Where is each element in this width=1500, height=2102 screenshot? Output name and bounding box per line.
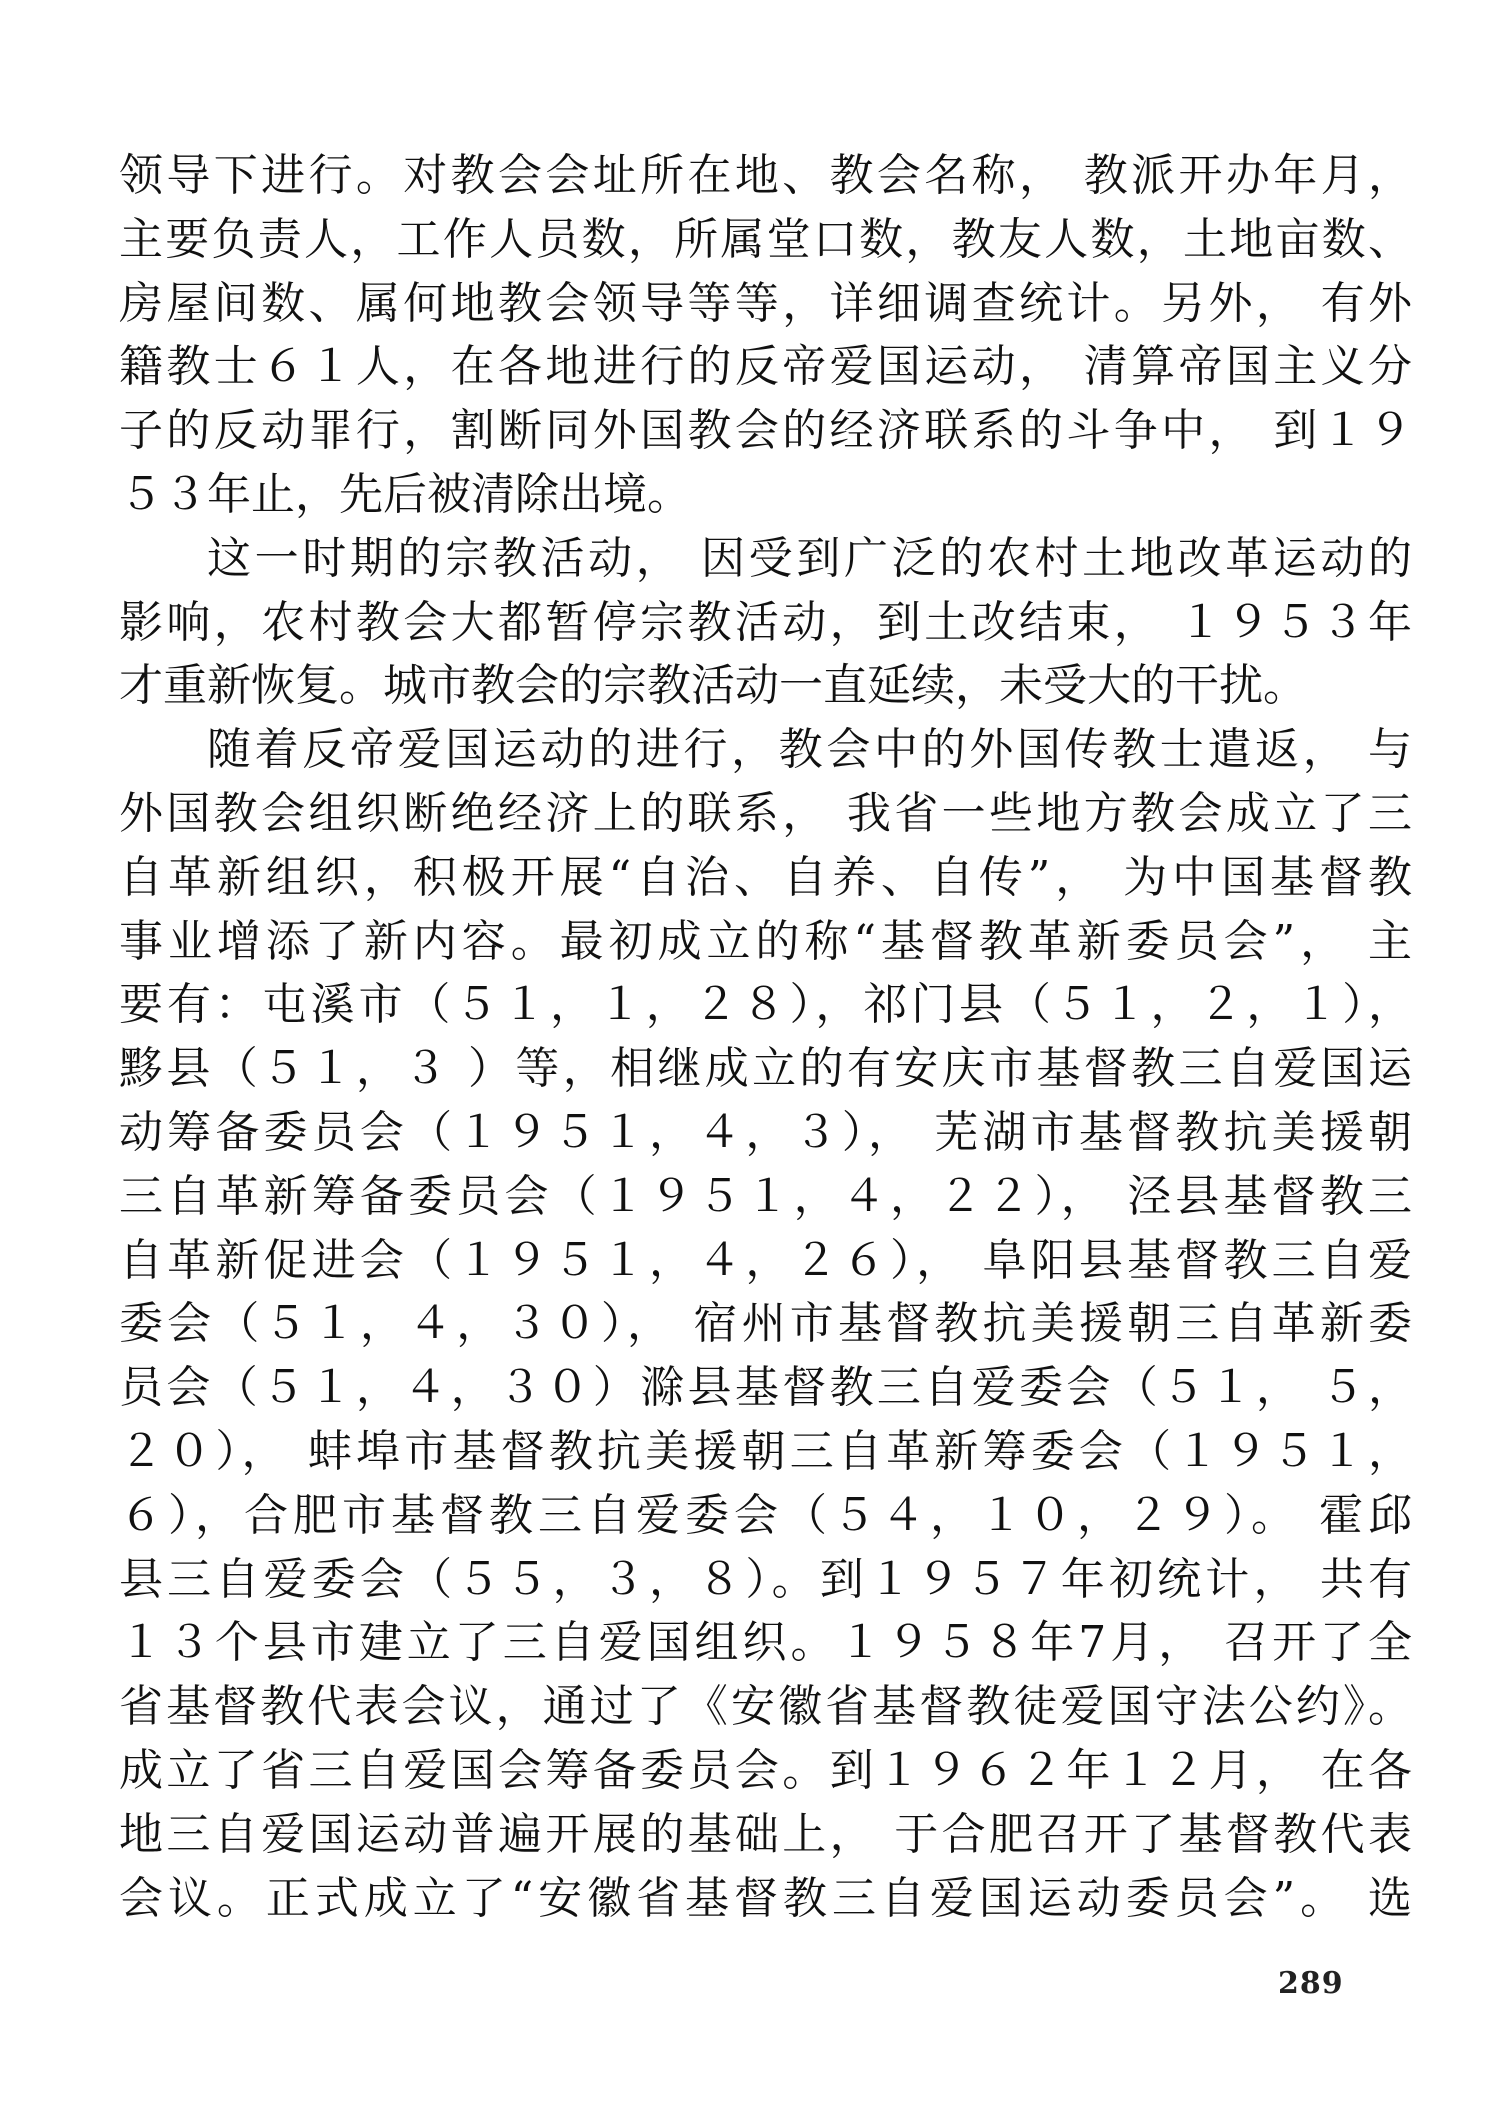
text-line: 要有：屯溪市（５１，１，２８），祁门县（５１，２，１）， <box>119 979 1412 1031</box>
page-number: 289 <box>1278 1966 1344 2001</box>
text-line: 外国教会组织断绝经济上的联系， 我省一些地方教会成立了三 <box>119 787 1412 839</box>
paragraph-religious-activity <box>119 527 1412 718</box>
text-line: 地三自爱国运动普遍开展的基础上， 于合肥召开了基督教代表 <box>119 1808 1412 1860</box>
text-line: 主要负责人，工作人员数，所属堂口数，教友人数，土地亩数、 <box>119 213 1412 265</box>
text-line: 省基督教代表会议，通过了《安徽省基督教徒爱国守法公约》。 <box>119 1681 1412 1733</box>
text-line: 委会（５１，４，３０）， 宿州市基督教抗美援朝三自革新委 <box>119 1298 1412 1350</box>
text-line: 这一时期的宗教活动， 因受到广泛的农村土地改革运动的 <box>207 532 1412 584</box>
text-line: 员会（５１，４，３０）滁县基督教三自爱委会（５１， ５， <box>119 1362 1412 1414</box>
text-line: 随着反帝爱国运动的进行，教会中的外国传教士遣返， 与 <box>207 724 1412 776</box>
text-line: 自革新促进会（１９５１，４，２６）， 阜阳县基督教三自爱 <box>119 1234 1412 1286</box>
text-line: 房屋间数、属何地教会领导等等，详细调查统计。另外， 有外 <box>119 277 1412 329</box>
paragraph-three-self-movement <box>119 718 1412 1930</box>
text-line: 子的反动罪行，割断同外国教会的经济联系的斗争中， 到１９ <box>119 405 1412 457</box>
text-line: 籍教士６１人，在各地进行的反帝爱国运动， 清算帝国主义分 <box>119 341 1412 393</box>
text-line: ６），合肥市基督教三自爱委会（５４，１０，２９）。 霍邱 <box>119 1489 1412 1541</box>
text-line: 黟县（５１，３ ）等，相继成立的有安庆市基督教三自爱国运 <box>119 1043 1412 1095</box>
text-line: ２０）， 蚌埠市基督教抗美援朝三自革新筹委会（１９５１， <box>119 1425 1412 1477</box>
paragraph-continued <box>119 144 1412 527</box>
text-line: 会议。正式成立了“安徽省基督教三自爱国运动委员会”。 选 <box>119 1872 1412 1924</box>
page-body <box>119 144 1412 1930</box>
text-line: 才重新恢复。城市教会的宗教活动一直延续，未受大的干扰。 <box>119 660 1307 712</box>
text-line: 自革新组织，积极开展“自治、自养、自传”， 为中国基督教 <box>119 851 1412 903</box>
text-line: １３个县市建立了三自爱国组织。１９５８年7月， 召开了全 <box>119 1617 1412 1669</box>
text-line: 县三自爱委会（５５，３，８）。到１９５７年初统计， 共有 <box>119 1553 1412 1605</box>
text-line: 事业增添了新内容。最初成立的称“基督教革新委员会”， 主 <box>119 915 1412 967</box>
text-line: 动筹备委员会（１９５１，４，３）， 芜湖市基督教抗美援朝 <box>119 1106 1412 1158</box>
text-line: 领导下进行。对教会会址所在地、教会名称， 教派开办年月， <box>119 150 1412 201</box>
text-line: 影响，农村教会大都暂停宗教活动，到土改结束， １９５３年 <box>119 596 1412 648</box>
text-line: ５３年止，先后被清除出境。 <box>119 468 691 520</box>
text-line: 三自革新筹备委员会（１９５１，４，２２）， 泾县基督教三 <box>119 1170 1412 1222</box>
text-line: 成立了省三自爱国会筹备委员会。到１９６２年１２月， 在各 <box>119 1744 1412 1796</box>
